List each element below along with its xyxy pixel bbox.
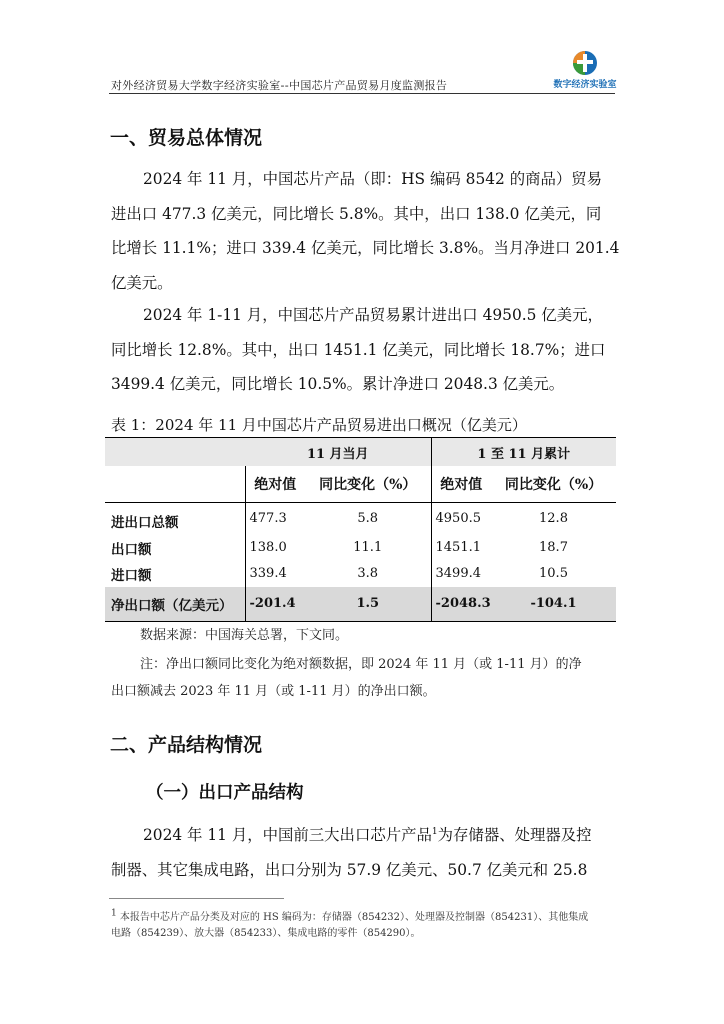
table-cell: 477.3 <box>245 503 305 535</box>
table-cell: 3499.4 <box>431 561 491 587</box>
section-1-paragraph-1 <box>111 162 620 300</box>
paragraph-line: 亿美元。 <box>111 273 173 292</box>
section-2-heading: 二、产品结构情况 <box>110 734 263 756</box>
table-cell: -2048.3 <box>431 587 491 622</box>
table-cell: 339.4 <box>245 561 305 587</box>
paragraph-line: 2024 年 1-11 月，中国芯片产品贸易累计进出口 4950.5 亿美元， <box>143 306 603 324</box>
group-header-cumulative: 1 至 11 月累计 <box>431 438 616 467</box>
header-divider <box>109 93 615 94</box>
paragraph-line: 3499.4 亿美元，同比增长 10.5%。累计净进口 2048.3 亿美元。 <box>111 375 565 393</box>
table-group-header-row <box>105 438 616 467</box>
paragraph-line: 比增长 11.1%；进口 339.4 亿美元，同比增长 3.8%。当月净进口 201.4 <box>111 239 620 257</box>
paragraph-line: 制器、其它集成电路，出口分别为 57.9 亿美元、50.7 亿美元和 25.8 <box>111 860 588 879</box>
paragraph-line: 同比增长 12.8%。其中，出口 1451.1 亿美元，同比增长 18.7%；进口 <box>111 340 606 359</box>
table-cell: 3.8 <box>357 566 379 581</box>
footnote-reference[interactable]: 1 <box>431 827 438 837</box>
section-2-paragraph <box>111 815 615 887</box>
table-cell: -201.4 <box>245 587 305 622</box>
section-2-subheading: （一）出口产品结构 <box>146 783 304 803</box>
table-cell: 138.0 <box>245 535 305 561</box>
sub-header-cell: 同比变化（%） <box>491 466 616 503</box>
group-header-month: 11 月当月 <box>245 438 431 467</box>
table-cell: 12.8 <box>539 511 568 527</box>
row-label: 出口额 <box>111 541 152 558</box>
table-cell: 5.8 <box>357 511 379 527</box>
table-row <box>105 503 616 535</box>
paragraph-text: 为存储器、处理器及控 <box>437 826 592 845</box>
table-cell: 18.7 <box>539 540 568 555</box>
table-cell: 1451.1 <box>431 535 491 561</box>
table-row <box>105 535 616 561</box>
table-sub-header-row <box>105 466 616 503</box>
table-corner-cell <box>105 466 245 503</box>
table-cell: 11.1 <box>353 540 383 555</box>
sub-header-cell: 同比变化（%） <box>305 466 431 503</box>
row-label: 进口额 <box>111 567 152 584</box>
row-label: 净出口额（亿美元） <box>105 587 245 622</box>
section-1-paragraph-2 <box>111 298 615 402</box>
sub-header-cell: 绝对值 <box>431 466 491 503</box>
section-1-heading: 一、贸易总体情况 <box>110 127 263 149</box>
table-net-row <box>105 587 616 622</box>
trade-summary-table <box>105 437 616 622</box>
footnote-marker: 1 <box>111 908 117 919</box>
table-caption: 表 1：2024 年 11 月中国芯片产品贸易进出口概况（亿美元） <box>111 416 527 434</box>
footnote-line-2: 电路（854239）、放大器（854233）、集成电路的零件（854290）。 <box>111 928 421 939</box>
table-source: 数据来源：中国海关总署，下文同。 <box>140 628 349 643</box>
paragraph-line: 2024 年 11 月，中国芯片产品（即：HS 编码 8542 的商品）贸易 <box>143 170 603 188</box>
table-row <box>105 561 616 587</box>
report-header-title: 对外经济贸易大学数字经济实验室--中国芯片产品贸易月度监测报告 <box>111 79 448 92</box>
footnote-text: 本报告中芯片产品分类及对应的 HS 编码为：存储器（854232）、处理器及控制器（854231）、其他集成 <box>119 912 589 923</box>
paragraph-text: 2024 年 11 月，中国前三大出口芯片产品 <box>143 826 432 845</box>
table-note-line-2: 出口额减去 2023 年 11 月（或 1-11 月）的净出口额。 <box>111 684 436 699</box>
footnote-divider <box>109 898 284 899</box>
paragraph-line <box>111 815 615 853</box>
table-corner-cell <box>105 438 245 467</box>
table-cell: 10.5 <box>539 566 568 581</box>
sub-header-cell: 绝对值 <box>245 466 305 503</box>
table-cell: 1.5 <box>305 587 431 622</box>
footnote-line-1 <box>111 908 588 923</box>
paragraph-line: 进出口 477.3 亿美元，同比增长 5.8%。其中，出口 138.0 亿美元，同 <box>111 204 602 223</box>
lab-logo-text: 数字经济实验室 <box>553 80 617 90</box>
table-cell: -104.1 <box>491 587 616 622</box>
table-cell: 4950.5 <box>431 503 491 535</box>
table-note-line-1: 注：净出口额同比变化为绝对额数据，即 2024 年 11 月（或 1-11 月）的净 <box>140 657 582 672</box>
row-label: 进出口总额 <box>111 514 179 531</box>
